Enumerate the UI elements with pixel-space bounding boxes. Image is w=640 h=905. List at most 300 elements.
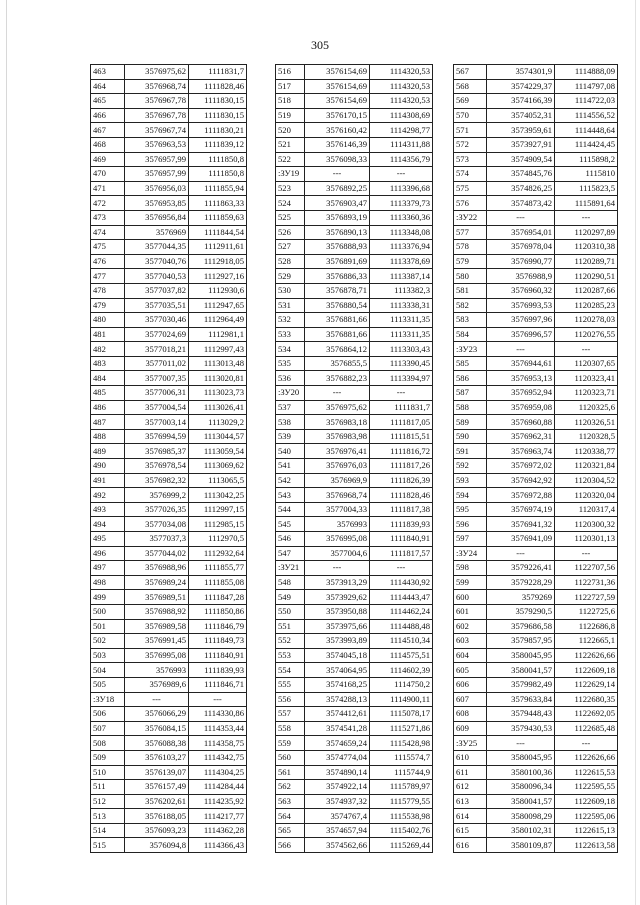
table-row bbox=[454, 283, 618, 298]
x-coordinate-cell: 3577040,53 bbox=[125, 269, 189, 284]
y-coordinate-cell: 1122595,55 bbox=[555, 780, 618, 795]
table-row bbox=[91, 765, 247, 780]
point-number-cell: :ЗУ21 bbox=[276, 561, 305, 576]
y-coordinate-cell: 1114430,92 bbox=[370, 575, 433, 590]
x-coordinate-cell: 3576944,61 bbox=[487, 356, 555, 371]
y-coordinate-cell: 1111839,12 bbox=[189, 137, 247, 152]
point-number-cell: 600 bbox=[454, 590, 487, 605]
x-coordinate-cell: 3576967,78 bbox=[125, 108, 189, 123]
x-coordinate-cell: 3576960,32 bbox=[487, 283, 555, 298]
point-number-cell: 557 bbox=[276, 707, 305, 722]
y-coordinate-cell: 1112918,05 bbox=[189, 254, 247, 269]
table-row bbox=[91, 780, 247, 795]
table-row bbox=[91, 254, 247, 269]
table-row bbox=[276, 371, 433, 386]
point-number-cell: 467 bbox=[91, 123, 125, 138]
x-coordinate-cell: 3576989,24 bbox=[125, 575, 189, 590]
y-coordinate-cell: 1115898,2 bbox=[555, 152, 618, 167]
point-number-cell: 508 bbox=[91, 736, 125, 751]
table-row bbox=[276, 517, 433, 532]
x-coordinate-cell: 3577018,21 bbox=[125, 342, 189, 357]
table-row bbox=[454, 692, 618, 707]
x-coordinate-cell: 3577004,54 bbox=[125, 400, 189, 415]
y-coordinate-cell: 1120328,5 bbox=[555, 429, 618, 444]
point-number-cell: 493 bbox=[91, 502, 125, 517]
point-number-cell: 609 bbox=[454, 721, 487, 736]
point-number-cell: 576 bbox=[454, 196, 487, 211]
point-number-cell: 478 bbox=[91, 283, 125, 298]
point-number-cell: 539 bbox=[276, 429, 305, 444]
point-number-cell: 555 bbox=[276, 677, 305, 692]
point-number-cell: 531 bbox=[276, 298, 305, 313]
x-coordinate-cell: 3573993,89 bbox=[305, 634, 370, 649]
table-row bbox=[91, 619, 247, 634]
x-coordinate-cell: 3577044,02 bbox=[125, 546, 189, 561]
x-coordinate-cell: 3576881,66 bbox=[305, 327, 370, 342]
y-coordinate-cell: 1111830,21 bbox=[189, 123, 247, 138]
point-number-cell: 570 bbox=[454, 108, 487, 123]
table-row bbox=[454, 79, 618, 94]
y-coordinate-cell: 1120321,84 bbox=[555, 459, 618, 474]
x-coordinate-cell: 3576968,74 bbox=[305, 488, 370, 503]
x-coordinate-cell: 3574064,95 bbox=[305, 663, 370, 678]
point-number-cell: 476 bbox=[91, 254, 125, 269]
point-number-cell: 472 bbox=[91, 196, 125, 211]
y-coordinate-cell: 1111817,05 bbox=[370, 415, 433, 430]
coordinates-table-middle bbox=[275, 64, 433, 853]
y-coordinate-cell: 1114353,44 bbox=[189, 721, 247, 736]
y-coordinate-cell: 1113042,25 bbox=[189, 488, 247, 503]
y-coordinate-cell: 1113029,2 bbox=[189, 415, 247, 430]
y-coordinate-cell: 1111846,71 bbox=[189, 677, 247, 692]
x-coordinate-cell: 3574229,37 bbox=[487, 79, 555, 94]
y-coordinate-cell: 1111855,94 bbox=[189, 181, 247, 196]
point-number-cell: 542 bbox=[276, 473, 305, 488]
x-coordinate-cell: 3574937,32 bbox=[305, 794, 370, 809]
y-coordinate-cell: 1114308,69 bbox=[370, 108, 433, 123]
point-number-cell: 515 bbox=[91, 838, 125, 853]
point-number-cell: 505 bbox=[91, 677, 125, 692]
y-coordinate-cell: 1115789,97 bbox=[370, 780, 433, 795]
y-coordinate-cell: 1114342,75 bbox=[189, 750, 247, 765]
y-coordinate-cell: 1111855,08 bbox=[189, 575, 247, 590]
y-coordinate-cell: 1114358,75 bbox=[189, 736, 247, 751]
table-row bbox=[91, 561, 247, 576]
point-number-cell: 553 bbox=[276, 648, 305, 663]
x-coordinate-cell: 3574659,24 bbox=[305, 736, 370, 751]
table-row bbox=[454, 473, 618, 488]
point-number-cell: 518 bbox=[276, 94, 305, 109]
x-coordinate-cell: --- bbox=[125, 692, 189, 707]
table-row bbox=[276, 181, 433, 196]
x-coordinate-cell: 3576957,99 bbox=[125, 152, 189, 167]
table-row bbox=[91, 283, 247, 298]
y-coordinate-cell: 1120317,4 bbox=[555, 502, 618, 517]
x-coordinate-cell: 3577026,35 bbox=[125, 502, 189, 517]
table-row bbox=[276, 313, 433, 328]
y-coordinate-cell: --- bbox=[555, 342, 618, 357]
table-row bbox=[276, 342, 433, 357]
table-row bbox=[276, 400, 433, 415]
y-coordinate-cell: 1113382,3 bbox=[370, 283, 433, 298]
table-row bbox=[276, 546, 433, 561]
table-row bbox=[276, 444, 433, 459]
table-row bbox=[454, 604, 618, 619]
point-number-cell: 612 bbox=[454, 780, 487, 795]
table-row bbox=[91, 79, 247, 94]
y-coordinate-cell: 1122685,48 bbox=[555, 721, 618, 736]
x-coordinate-cell: 3576997,96 bbox=[487, 313, 555, 328]
table-row bbox=[276, 750, 433, 765]
y-coordinate-cell: 1115574,7 bbox=[370, 750, 433, 765]
y-coordinate-cell: --- bbox=[189, 692, 247, 707]
table-row bbox=[276, 823, 433, 838]
y-coordinate-cell: 1120323,41 bbox=[555, 371, 618, 386]
table-row bbox=[91, 444, 247, 459]
y-coordinate-cell: 1115428,98 bbox=[370, 736, 433, 751]
table-row bbox=[276, 94, 433, 109]
point-number-cell: 517 bbox=[276, 79, 305, 94]
table-row bbox=[276, 721, 433, 736]
x-coordinate-cell: 3574873,42 bbox=[487, 196, 555, 211]
x-coordinate-cell: 3574045,18 bbox=[305, 648, 370, 663]
y-coordinate-cell: 1114722,03 bbox=[555, 94, 618, 109]
x-coordinate-cell: 3576957,99 bbox=[125, 167, 189, 182]
table-row bbox=[276, 575, 433, 590]
point-number-cell: 475 bbox=[91, 240, 125, 255]
x-coordinate-cell: --- bbox=[305, 386, 370, 401]
x-coordinate-cell: 3576154,69 bbox=[305, 79, 370, 94]
x-coordinate-cell: 3576975,62 bbox=[125, 65, 189, 80]
plot-section-row bbox=[276, 561, 433, 576]
point-number-cell: 525 bbox=[276, 210, 305, 225]
point-number-cell: 481 bbox=[91, 327, 125, 342]
x-coordinate-cell: 3576891,69 bbox=[305, 254, 370, 269]
table-row bbox=[276, 765, 433, 780]
x-coordinate-cell: 3577004,33 bbox=[305, 502, 370, 517]
table-row bbox=[454, 721, 618, 736]
y-coordinate-cell: 1120278,03 bbox=[555, 313, 618, 328]
x-coordinate-cell: 3576146,39 bbox=[305, 137, 370, 152]
table-row bbox=[91, 721, 247, 736]
y-coordinate-cell: 1120326,51 bbox=[555, 415, 618, 430]
y-coordinate-cell: 1120307,65 bbox=[555, 356, 618, 371]
x-coordinate-cell: 3576983,18 bbox=[305, 415, 370, 430]
table-row bbox=[91, 356, 247, 371]
x-coordinate-cell: 3574774,04 bbox=[305, 750, 370, 765]
x-coordinate-cell: 3579982,49 bbox=[487, 677, 555, 692]
y-coordinate-cell: 1111847,28 bbox=[189, 590, 247, 605]
x-coordinate-cell: 3576881,66 bbox=[305, 313, 370, 328]
table-row bbox=[91, 634, 247, 649]
point-number-cell: 521 bbox=[276, 137, 305, 152]
x-coordinate-cell: 3576139,07 bbox=[125, 765, 189, 780]
y-coordinate-cell: 1111840,91 bbox=[189, 648, 247, 663]
point-number-cell: 615 bbox=[454, 823, 487, 838]
x-coordinate-cell: 3576990,77 bbox=[487, 254, 555, 269]
x-coordinate-cell: --- bbox=[487, 546, 555, 561]
point-number-cell: 597 bbox=[454, 532, 487, 547]
y-coordinate-cell: 1114575,51 bbox=[370, 648, 433, 663]
y-coordinate-cell: 1114320,53 bbox=[370, 65, 433, 80]
y-coordinate-cell: 1113303,43 bbox=[370, 342, 433, 357]
x-coordinate-cell: 3576963,74 bbox=[487, 444, 555, 459]
x-coordinate-cell: 3576956,84 bbox=[125, 210, 189, 225]
x-coordinate-cell: 3576952,94 bbox=[487, 386, 555, 401]
x-coordinate-cell: 3580045,95 bbox=[487, 750, 555, 765]
y-coordinate-cell: 1113023,73 bbox=[189, 386, 247, 401]
table-row bbox=[91, 342, 247, 357]
point-number-cell: 540 bbox=[276, 444, 305, 459]
table-row bbox=[91, 517, 247, 532]
x-coordinate-cell: 3574562,66 bbox=[305, 838, 370, 853]
point-number-cell: 567 bbox=[454, 65, 487, 80]
y-coordinate-cell: 1112981,1 bbox=[189, 327, 247, 342]
y-coordinate-cell: 1114320,53 bbox=[370, 94, 433, 109]
x-coordinate-cell: 3576890,13 bbox=[305, 225, 370, 240]
x-coordinate-cell: 3573959,61 bbox=[487, 123, 555, 138]
plot-section-row bbox=[276, 167, 433, 182]
point-number-cell: 514 bbox=[91, 823, 125, 838]
y-coordinate-cell: 1114448,64 bbox=[555, 123, 618, 138]
table-row bbox=[91, 313, 247, 328]
point-number-cell: 582 bbox=[454, 298, 487, 313]
x-coordinate-cell: 3576103,27 bbox=[125, 750, 189, 765]
table-row bbox=[454, 517, 618, 532]
point-number-cell: 494 bbox=[91, 517, 125, 532]
coordinates-table-right bbox=[453, 64, 618, 853]
point-number-cell: 471 bbox=[91, 181, 125, 196]
x-coordinate-cell: 3576157,49 bbox=[125, 780, 189, 795]
point-number-cell: 506 bbox=[91, 707, 125, 722]
y-coordinate-cell: 1113394,97 bbox=[370, 371, 433, 386]
table-row bbox=[276, 488, 433, 503]
y-coordinate-cell: 1115078,17 bbox=[370, 707, 433, 722]
table-row bbox=[91, 838, 247, 853]
y-coordinate-cell: 1113065,5 bbox=[189, 473, 247, 488]
x-coordinate-cell: 3577037,3 bbox=[125, 532, 189, 547]
y-coordinate-cell: 1122725,6 bbox=[555, 604, 618, 619]
x-coordinate-cell: 3577040,76 bbox=[125, 254, 189, 269]
y-coordinate-cell: 1113311,35 bbox=[370, 313, 433, 328]
y-coordinate-cell: 1113311,35 bbox=[370, 327, 433, 342]
x-coordinate-cell: 3576975,62 bbox=[305, 400, 370, 415]
table-row bbox=[454, 356, 618, 371]
table-row bbox=[91, 196, 247, 211]
table-row bbox=[276, 137, 433, 152]
table-row bbox=[91, 269, 247, 284]
table-row bbox=[276, 736, 433, 751]
y-coordinate-cell: 1120285,23 bbox=[555, 298, 618, 313]
table-row bbox=[454, 429, 618, 444]
x-coordinate-cell: 3576976,41 bbox=[305, 444, 370, 459]
y-coordinate-cell: --- bbox=[555, 210, 618, 225]
x-coordinate-cell: 3574288,13 bbox=[305, 692, 370, 707]
point-number-cell: 602 bbox=[454, 619, 487, 634]
table-row bbox=[454, 65, 618, 80]
x-coordinate-cell: 3573975,66 bbox=[305, 619, 370, 634]
x-coordinate-cell: 3577006,31 bbox=[125, 386, 189, 401]
y-coordinate-cell: 1120323,71 bbox=[555, 386, 618, 401]
x-coordinate-cell: 3577004,6 bbox=[305, 546, 370, 561]
y-coordinate-cell: 1122707,56 bbox=[555, 561, 618, 576]
table-row bbox=[91, 386, 247, 401]
table-row bbox=[454, 590, 618, 605]
x-coordinate-cell: 3577003,14 bbox=[125, 415, 189, 430]
x-coordinate-cell: 3576989,6 bbox=[125, 677, 189, 692]
x-coordinate-cell: 3576882,23 bbox=[305, 371, 370, 386]
y-coordinate-cell: 1111839,93 bbox=[370, 517, 433, 532]
y-coordinate-cell: 1122613,58 bbox=[555, 838, 618, 853]
point-number-cell: :ЗУ23 bbox=[454, 342, 487, 357]
scan-edge-left bbox=[6, 0, 7, 905]
point-number-cell: 550 bbox=[276, 604, 305, 619]
point-number-cell: 574 bbox=[454, 167, 487, 182]
point-number-cell: :ЗУ18 bbox=[91, 692, 125, 707]
x-coordinate-cell: 3576974,19 bbox=[487, 502, 555, 517]
table-row bbox=[91, 707, 247, 722]
point-number-cell: 541 bbox=[276, 459, 305, 474]
table-row bbox=[91, 750, 247, 765]
table-row bbox=[454, 386, 618, 401]
point-number-cell: 613 bbox=[454, 794, 487, 809]
x-coordinate-cell: 3576880,54 bbox=[305, 298, 370, 313]
point-number-cell: 509 bbox=[91, 750, 125, 765]
y-coordinate-cell: 1114888,09 bbox=[555, 65, 618, 80]
point-number-cell: 605 bbox=[454, 663, 487, 678]
y-coordinate-cell: 1113390,45 bbox=[370, 356, 433, 371]
table-row bbox=[454, 707, 618, 722]
table-row bbox=[454, 123, 618, 138]
table-row bbox=[91, 473, 247, 488]
x-coordinate-cell: 3576976,03 bbox=[305, 459, 370, 474]
y-coordinate-cell: 1112932,64 bbox=[189, 546, 247, 561]
table-row bbox=[91, 604, 247, 619]
point-number-cell: 577 bbox=[454, 225, 487, 240]
table-row bbox=[91, 809, 247, 824]
x-coordinate-cell: 3573929,62 bbox=[305, 590, 370, 605]
table-row bbox=[276, 196, 433, 211]
y-coordinate-cell: 1112997,15 bbox=[189, 502, 247, 517]
table-row bbox=[91, 210, 247, 225]
table-row bbox=[454, 823, 618, 838]
x-coordinate-cell: 3576988,9 bbox=[487, 269, 555, 284]
table-row bbox=[91, 400, 247, 415]
point-number-cell: 610 bbox=[454, 750, 487, 765]
y-coordinate-cell: 1115779,55 bbox=[370, 794, 433, 809]
point-number-cell: 483 bbox=[91, 356, 125, 371]
table-row bbox=[454, 254, 618, 269]
table-row bbox=[454, 371, 618, 386]
point-number-cell: 519 bbox=[276, 108, 305, 123]
table-row bbox=[454, 532, 618, 547]
table-row bbox=[454, 298, 618, 313]
point-number-cell: 551 bbox=[276, 619, 305, 634]
point-number-cell: 575 bbox=[454, 181, 487, 196]
table-row bbox=[454, 561, 618, 576]
x-coordinate-cell: 3576972,02 bbox=[487, 459, 555, 474]
y-coordinate-cell: 1120290,51 bbox=[555, 269, 618, 284]
y-coordinate-cell: 1114462,24 bbox=[370, 604, 433, 619]
x-coordinate-cell: 3579633,84 bbox=[487, 692, 555, 707]
y-coordinate-cell: 1115744,9 bbox=[370, 765, 433, 780]
point-number-cell: 572 bbox=[454, 137, 487, 152]
point-number-cell: 598 bbox=[454, 561, 487, 576]
y-coordinate-cell: 1111816,72 bbox=[370, 444, 433, 459]
table-row bbox=[454, 152, 618, 167]
point-number-cell: 611 bbox=[454, 765, 487, 780]
y-coordinate-cell: 1111850,86 bbox=[189, 604, 247, 619]
y-coordinate-cell: 1122680,35 bbox=[555, 692, 618, 707]
plot-section-row bbox=[276, 386, 433, 401]
x-coordinate-cell: 3576094,8 bbox=[125, 838, 189, 853]
x-coordinate-cell: 3576996,57 bbox=[487, 327, 555, 342]
y-coordinate-cell: 1111830,15 bbox=[189, 108, 247, 123]
point-number-cell: 512 bbox=[91, 794, 125, 809]
point-number-cell: 561 bbox=[276, 765, 305, 780]
point-number-cell: 599 bbox=[454, 575, 487, 590]
table-row bbox=[91, 488, 247, 503]
table-row bbox=[454, 313, 618, 328]
table-row bbox=[454, 663, 618, 678]
table-row bbox=[91, 823, 247, 838]
table-row bbox=[91, 298, 247, 313]
table-row bbox=[91, 546, 247, 561]
table-row bbox=[454, 137, 618, 152]
x-coordinate-cell: 3574767,4 bbox=[305, 809, 370, 824]
point-number-cell: 547 bbox=[276, 546, 305, 561]
y-coordinate-cell: 1114235,92 bbox=[189, 794, 247, 809]
x-coordinate-cell: --- bbox=[487, 342, 555, 357]
point-number-cell: 596 bbox=[454, 517, 487, 532]
y-coordinate-cell: 1114556,52 bbox=[555, 108, 618, 123]
table-row bbox=[276, 794, 433, 809]
y-coordinate-cell: 1114900,11 bbox=[370, 692, 433, 707]
y-coordinate-cell: 1120289,71 bbox=[555, 254, 618, 269]
point-number-cell: 523 bbox=[276, 181, 305, 196]
y-coordinate-cell: 1112997,43 bbox=[189, 342, 247, 357]
y-coordinate-cell: 1111840,91 bbox=[370, 532, 433, 547]
x-coordinate-cell: --- bbox=[487, 210, 555, 225]
point-number-cell: 594 bbox=[454, 488, 487, 503]
table-row bbox=[276, 269, 433, 284]
plot-section-row bbox=[454, 546, 618, 561]
x-coordinate-cell: 3576093,23 bbox=[125, 823, 189, 838]
point-number-cell: 592 bbox=[454, 459, 487, 474]
point-number-cell: 604 bbox=[454, 648, 487, 663]
x-coordinate-cell: 3576886,33 bbox=[305, 269, 370, 284]
y-coordinate-cell: 1113026,41 bbox=[189, 400, 247, 415]
point-number-cell: 501 bbox=[91, 619, 125, 634]
x-coordinate-cell: 3580096,34 bbox=[487, 780, 555, 795]
point-number-cell: 464 bbox=[91, 79, 125, 94]
y-coordinate-cell: 1120287,66 bbox=[555, 283, 618, 298]
page-number: 305 bbox=[311, 38, 329, 52]
y-coordinate-cell: 1113044,57 bbox=[189, 429, 247, 444]
table-row bbox=[276, 429, 433, 444]
x-coordinate-cell: 3576098,33 bbox=[305, 152, 370, 167]
y-coordinate-cell: 1111850,8 bbox=[189, 152, 247, 167]
y-coordinate-cell: 1120338,77 bbox=[555, 444, 618, 459]
x-coordinate-cell: 3576963,53 bbox=[125, 137, 189, 152]
x-coordinate-cell: 3579857,95 bbox=[487, 634, 555, 649]
point-number-cell: 586 bbox=[454, 371, 487, 386]
x-coordinate-cell: 3576188,05 bbox=[125, 809, 189, 824]
table-row bbox=[91, 532, 247, 547]
y-coordinate-cell: 1122629,14 bbox=[555, 677, 618, 692]
table-row bbox=[276, 79, 433, 94]
y-coordinate-cell: 1115891,64 bbox=[555, 196, 618, 211]
